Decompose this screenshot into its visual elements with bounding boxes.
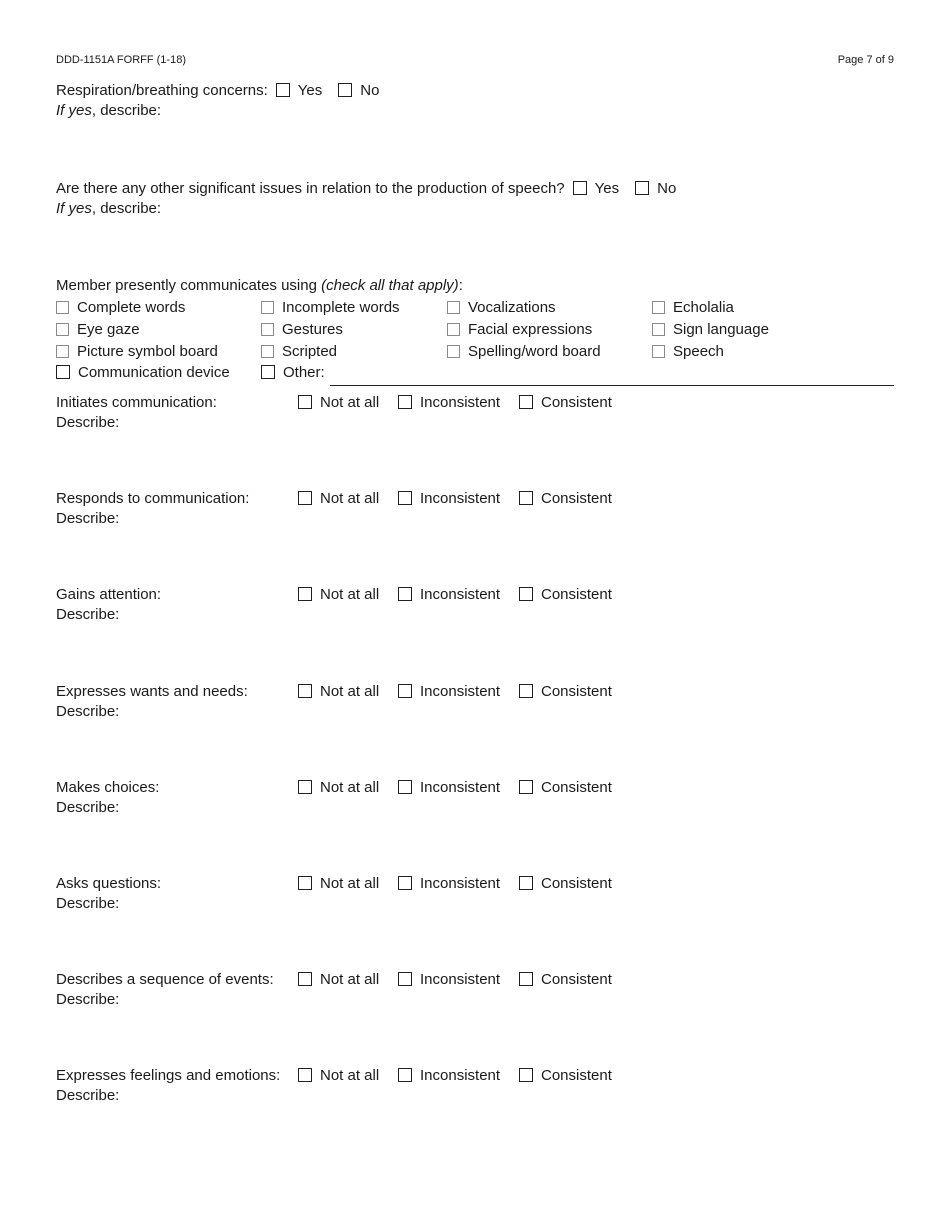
option-eye-gaze[interactable]: [56, 321, 140, 339]
inconsistent-option[interactable]: [398, 490, 500, 508]
describe-label: Describe:: [56, 799, 120, 816]
speech-yes-checkbox[interactable]: [573, 181, 587, 195]
other-checkbox[interactable]: [261, 365, 275, 379]
consistent-checkbox[interactable]: [519, 876, 533, 890]
option-communication-device[interactable]: [56, 364, 230, 382]
not-at-all-option[interactable]: [298, 1067, 379, 1085]
inconsistent-label: Inconsistent: [420, 490, 501, 507]
option-label: Communication device: [78, 364, 230, 381]
inconsistent-checkbox[interactable]: [398, 972, 412, 986]
consistent-option[interactable]: [519, 394, 612, 412]
communicates-colon: :: [458, 277, 463, 294]
vocalizations-checkbox[interactable]: [447, 301, 460, 314]
consistent-option[interactable]: [519, 586, 612, 604]
picture-symbol-board-checkbox[interactable]: [56, 345, 69, 358]
describe-label: Describe:: [56, 703, 120, 720]
option-other[interactable]: [261, 364, 325, 382]
describe-label: Describe:: [56, 1087, 120, 1104]
respiration-label: Respiration/breathing concerns:: [56, 82, 268, 99]
gestures-checkbox[interactable]: [261, 323, 274, 336]
skill-label: Asks questions:: [56, 875, 162, 892]
describe-label: Describe:: [56, 895, 120, 912]
option-label: Sign language: [673, 321, 769, 338]
option-label: Echolalia: [673, 299, 734, 316]
option-complete-words[interactable]: [56, 299, 185, 317]
consistent-option[interactable]: [519, 490, 612, 508]
option-vocalizations[interactable]: [447, 299, 556, 317]
eye-gaze-checkbox[interactable]: [56, 323, 69, 336]
inconsistent-label: Inconsistent: [420, 683, 501, 700]
facial-expressions-checkbox[interactable]: [447, 323, 460, 336]
speech-no-checkbox[interactable]: [635, 181, 649, 195]
skill-label: Makes choices:: [56, 779, 160, 796]
respiration-describe: [56, 102, 161, 120]
consistent-option[interactable]: [519, 683, 612, 701]
inconsistent-label: Inconsistent: [420, 1067, 501, 1084]
option-label: Scripted: [282, 343, 338, 360]
option-label: Gestures: [282, 321, 343, 338]
skill-label: Gains attention:: [56, 586, 162, 603]
consistent-label: Consistent: [541, 490, 612, 507]
not-at-all-option[interactable]: [298, 779, 379, 797]
consistent-checkbox[interactable]: [519, 491, 533, 505]
not-at-all-label: Not at all: [320, 1067, 380, 1084]
consistent-label: Consistent: [541, 779, 612, 796]
respiration-no-checkbox[interactable]: [338, 83, 352, 97]
option-gestures[interactable]: [261, 321, 343, 339]
option-picture-symbol-board[interactable]: [56, 343, 218, 361]
option-label: Speech: [673, 343, 724, 360]
consistent-label: Consistent: [541, 971, 612, 988]
consistent-option[interactable]: [519, 875, 612, 893]
not-at-all-label: Not at all: [320, 490, 380, 507]
consistent-label: Consistent: [541, 683, 612, 700]
option-label: Complete words: [77, 299, 186, 316]
inconsistent-option[interactable]: [398, 683, 500, 701]
not-at-all-checkbox[interactable]: [298, 972, 312, 986]
inconsistent-checkbox[interactable]: [398, 395, 412, 409]
skill-label: Initiates communication:: [56, 394, 217, 411]
not-at-all-checkbox[interactable]: [298, 1068, 312, 1082]
page-number: Page 7 of 9: [837, 54, 894, 66]
inconsistent-option[interactable]: [398, 586, 500, 604]
skill-label: Describes a sequence of events:: [56, 971, 274, 988]
other-input-line[interactable]: [330, 385, 894, 386]
describe-label: Describe:: [56, 991, 120, 1008]
respiration-yes-checkbox[interactable]: [276, 83, 290, 97]
not-at-all-checkbox[interactable]: [298, 684, 312, 698]
inconsistent-option[interactable]: [398, 394, 500, 412]
inconsistent-checkbox[interactable]: [398, 587, 412, 601]
speech-question: [56, 180, 676, 198]
respiration-question: [56, 82, 379, 100]
option-label: Other:: [283, 364, 325, 381]
communicates-lead: Member presently communicates using: [56, 277, 322, 294]
inconsistent-checkbox[interactable]: [398, 491, 412, 505]
not-at-all-option[interactable]: [298, 683, 379, 701]
consistent-option[interactable]: [519, 1067, 612, 1085]
consistent-checkbox[interactable]: [519, 587, 533, 601]
form-id: DDD-1151A FORFF (1-18): [56, 54, 186, 66]
not-at-all-option[interactable]: [298, 586, 379, 604]
not-at-all-label: Not at all: [320, 683, 380, 700]
speech-checkbox[interactable]: [652, 345, 665, 358]
inconsistent-checkbox[interactable]: [398, 1068, 412, 1082]
option-facial-expressions[interactable]: [447, 321, 592, 339]
inconsistent-label: Inconsistent: [420, 394, 501, 411]
inconsistent-label: Inconsistent: [420, 779, 501, 796]
speech-describe-suffix: , describe:: [91, 200, 162, 217]
not-at-all-label: Not at all: [320, 394, 380, 411]
respiration-if-yes: If yes: [56, 102, 92, 119]
speech-label: Are there any other significant issues in relation to the production of speech?: [56, 180, 565, 197]
not-at-all-label: Not at all: [320, 971, 380, 988]
not-at-all-option[interactable]: [298, 971, 379, 989]
consistent-option[interactable]: [519, 971, 612, 989]
describe-label: Describe:: [56, 606, 120, 623]
consistent-label: Consistent: [541, 586, 612, 603]
complete-words-checkbox[interactable]: [56, 301, 69, 314]
not-at-all-checkbox[interactable]: [298, 780, 312, 794]
consistent-checkbox[interactable]: [519, 684, 533, 698]
consistent-label: Consistent: [541, 394, 612, 411]
not-at-all-checkbox[interactable]: [298, 587, 312, 601]
sign-language-checkbox[interactable]: [652, 323, 665, 336]
communicates-note: (check all that apply): [321, 277, 459, 294]
inconsistent-option[interactable]: [398, 971, 500, 989]
spelling-word-board-checkbox[interactable]: [447, 345, 460, 358]
describe-label: Describe:: [56, 510, 120, 527]
option-label: Vocalizations: [468, 299, 556, 316]
inconsistent-option[interactable]: [398, 779, 500, 797]
consistent-checkbox[interactable]: [519, 972, 533, 986]
option-label: Spelling/word board: [468, 343, 601, 360]
not-at-all-label: Not at all: [320, 875, 380, 892]
not-at-all-checkbox[interactable]: [298, 491, 312, 505]
option-sign-language[interactable]: [652, 321, 769, 339]
inconsistent-option[interactable]: [398, 1067, 500, 1085]
skill-label: Expresses feelings and emotions:: [56, 1067, 281, 1084]
consistent-checkbox[interactable]: [519, 1068, 533, 1082]
speech-if-yes: If yes: [56, 200, 92, 217]
inconsistent-label: Inconsistent: [420, 875, 501, 892]
skill-label: Responds to communication:: [56, 490, 250, 507]
not-at-all-label: Not at all: [320, 586, 380, 603]
describe-label: Describe:: [56, 414, 120, 431]
inconsistent-checkbox[interactable]: [398, 780, 412, 794]
option-label: Facial expressions: [468, 321, 593, 338]
communicates-heading: [56, 277, 463, 295]
option-label: Incomplete words: [282, 299, 400, 316]
not-at-all-checkbox[interactable]: [298, 395, 312, 409]
not-at-all-label: Not at all: [320, 779, 380, 796]
inconsistent-label: Inconsistent: [420, 971, 501, 988]
speech-describe: [56, 200, 161, 218]
communication-device-checkbox[interactable]: [56, 365, 70, 379]
option-incomplete-words[interactable]: [261, 299, 400, 317]
respiration-no-label: No: [360, 82, 380, 99]
option-spelling-word-board[interactable]: [447, 343, 601, 361]
option-echolalia[interactable]: [652, 299, 734, 317]
consistent-label: Consistent: [541, 875, 612, 892]
skill-label: Expresses wants and needs:: [56, 683, 248, 700]
inconsistent-label: Inconsistent: [420, 586, 501, 603]
consistent-label: Consistent: [541, 1067, 612, 1084]
consistent-checkbox[interactable]: [519, 780, 533, 794]
inconsistent-checkbox[interactable]: [398, 876, 412, 890]
not-at-all-option[interactable]: [298, 875, 379, 893]
speech-no-label: No: [657, 180, 677, 197]
respiration-describe-suffix: , describe:: [91, 102, 162, 119]
echolalia-checkbox[interactable]: [652, 301, 665, 314]
option-speech[interactable]: [652, 343, 724, 361]
not-at-all-checkbox[interactable]: [298, 876, 312, 890]
speech-yes-label: Yes: [594, 180, 620, 197]
scripted-checkbox[interactable]: [261, 345, 274, 358]
inconsistent-option[interactable]: [398, 875, 500, 893]
option-label: Picture symbol board: [77, 343, 218, 360]
respiration-yes-label: Yes: [297, 82, 323, 99]
incomplete-words-checkbox[interactable]: [261, 301, 274, 314]
option-scripted[interactable]: [261, 343, 337, 361]
option-label: Eye gaze: [77, 321, 140, 338]
inconsistent-checkbox[interactable]: [398, 684, 412, 698]
not-at-all-option[interactable]: [298, 490, 379, 508]
not-at-all-option[interactable]: [298, 394, 379, 412]
consistent-option[interactable]: [519, 779, 612, 797]
consistent-checkbox[interactable]: [519, 395, 533, 409]
